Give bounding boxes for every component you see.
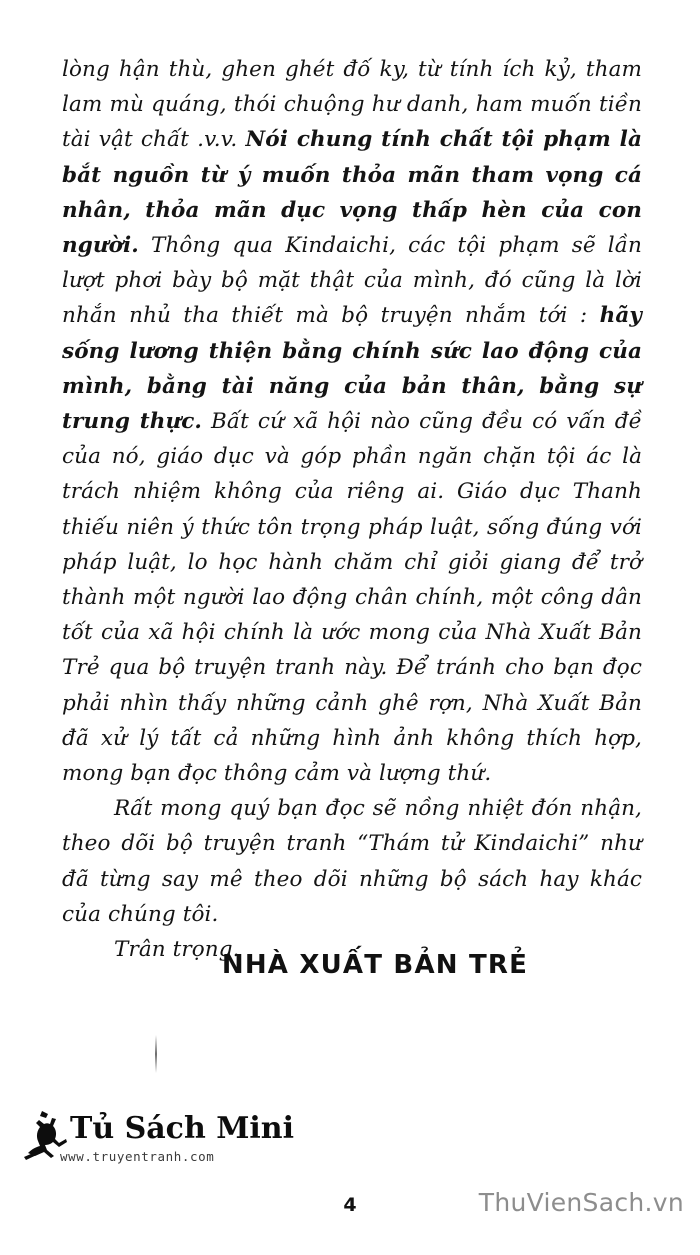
watermark-url: www.truyentranh.com <box>60 1149 215 1164</box>
watermark-tu-sach-mini <box>22 1105 295 1175</box>
page-number: 4 <box>343 1194 357 1216</box>
page-body-text <box>62 52 642 967</box>
paragraph-1-run-4-bold: hãy sống lương thiện bằng chính sức lao động của mình, bằng tài năng của bản thân, bằng sự trung thực. <box>62 303 642 435</box>
paragraph-1-run-3: Thông qua Kindaichi, các tội phạm sẽ lần lượt phơi bày bộ mặt thật của mình, đó cũng là lời nhắn nhủ tha thiết mà bộ truyện nhắm tới : <box>62 233 642 329</box>
watermark-thuviensach: ThuVienSach.vn <box>478 1188 684 1217</box>
paragraph-1-run-5: Bất cứ xã hội nào cũng đều có vấn đề của nó, giáo dục và góp phần ngăn chặn tội ác là trách nhiệm không của riêng ai. Giáo dục Thanh thiếu niên ý thức tôn trọng pháp luật, sống đúng với pháp luật, lo học hành chăm chỉ giỏi giang để trở thành một người lao động chân chính, một công dân tốt của xã hội chính là ước mong của Nhà Xuất Bản Trẻ qua bộ truyện tranh này. Để tránh cho bạn đọc phải nhìn thấy những cảnh ghê rợn, Nhà Xuất Bản đã xử lý tất cả những hình ảnh không thích hợp, mong bạn đọc thông cảm và lượng thứ. <box>62 409 642 787</box>
paragraph-1 <box>62 52 642 791</box>
watermark-title: Tủ Sách Mini <box>70 1111 295 1146</box>
paragraph-1-run-2-bold: Nói chung tính chất tội phạm là bắt nguồn từ ý muốn thỏa mãn tham vọng cá nhân, thỏa mãn dục vọng thấp hèn của con người. <box>62 127 642 259</box>
stray-ink-mark <box>155 1035 157 1073</box>
paragraph-3: Trân trọng. <box>114 937 240 963</box>
paragraph-1-run-1: lòng hận thù, ghen ghét đố ky, từ tính ích kỷ, tham lam mù quáng, thói chuộng hư danh, ham muốn tiền tài vật chất .v.v. <box>62 57 642 153</box>
publisher-signature: NHÀ XUẤT BẢN TRẺ <box>221 950 529 980</box>
paragraph-2: Rất mong quý bạn đọc sẽ nồng nhiệt đón nhận, theo dõi bộ truyện tranh “Thám tử Kindaichi” như đã từng say mê theo dõi những bộ sách hay khác của chúng tôi. <box>62 796 642 927</box>
